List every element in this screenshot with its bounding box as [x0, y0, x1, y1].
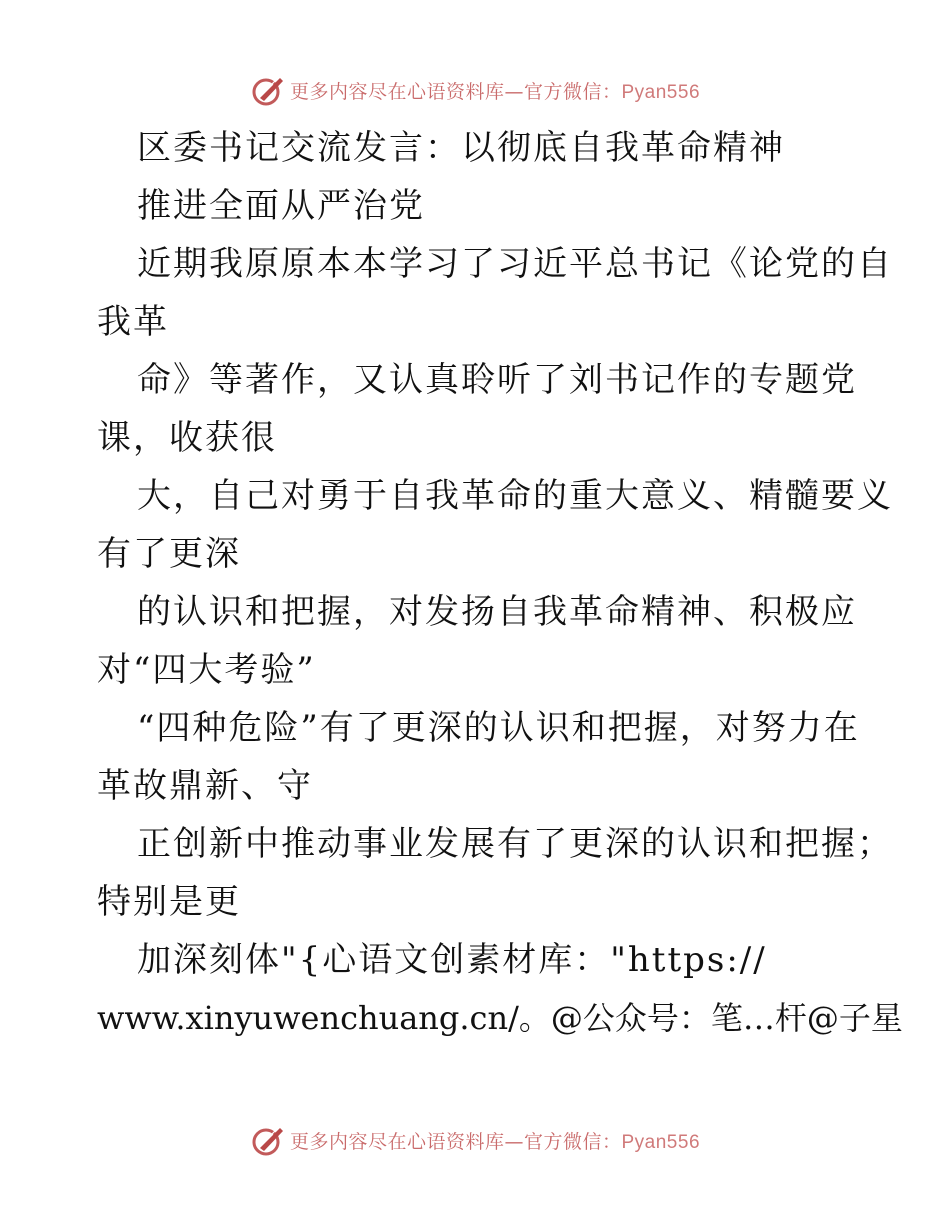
quill-logo-icon [250, 1122, 286, 1158]
paragraph-line: 命》等著作，又认真聆听了刘书记作的专题党 [137, 360, 857, 400]
paragraph-line: 正创新中推动事业发展有了更深的认识和把握； [137, 824, 893, 864]
paragraph-line: 大，自己对勇于自我革命的重大意义、精髓要义 [137, 476, 893, 516]
footer-watermark [0, 1120, 950, 1160]
title-line-1: 区委书记交流发言：以彻底自我革命精神 [137, 128, 785, 168]
paragraph-line: 对“四大考验” [97, 650, 316, 690]
paragraph-line: 的认识和把握，对发扬自我革命精神、积极应 [137, 592, 857, 632]
quill-logo-icon [250, 72, 286, 108]
paragraph-line: 课，收获很 [97, 418, 277, 458]
header-watermark [0, 70, 950, 110]
paragraph-line: www.xinyuwenchuang.cn/。@公众号：笔…杆@子星 [97, 999, 903, 1037]
paragraph-line: “四种危险”有了更深的认识和把握，对努力在 [137, 708, 860, 748]
watermark-text: 更多内容尽在心语资料库—官方微信：Pyan556 [289, 1130, 701, 1153]
paragraph-line: 近期我原原本本学习了习近平总书记《论党的自 [137, 244, 893, 284]
paragraph-line: 革故鼎新、守 [97, 766, 313, 806]
paragraph-line: 有了更深 [97, 534, 241, 574]
watermark-text: 更多内容尽在心语资料库—官方微信：Pyan556 [289, 80, 701, 103]
paragraph-line: 特别是更 [97, 882, 241, 922]
paragraph-line: 我革 [97, 302, 169, 342]
paragraph-line: 加深刻体"{心语文创素材库："https:// [137, 940, 767, 980]
title-line-2: 推进全面从严治党 [137, 186, 425, 226]
